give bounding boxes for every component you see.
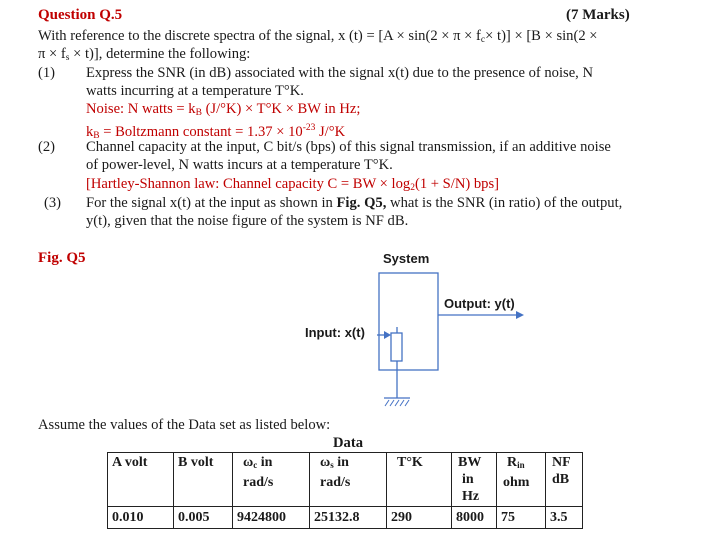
ground-hatch-1 [385,400,389,406]
marks-label: (7 Marks) [566,7,630,23]
item-1-number: (1) [38,65,56,81]
value-noise-figure: 3.5 [546,507,583,529]
header-omega-c: $\omega_c$ in rad/s [233,453,310,507]
data-table [107,452,583,529]
question-title: Question Q.5 [38,7,123,23]
ground-hatch-2 [390,400,394,406]
item-2-line-2: of power-level, N watts incurs at a temperature T°K. [86,157,393,173]
ground-hatch-5 [405,400,409,406]
item-2-number: (2) [38,139,56,155]
item-1-line-2: watts incurring at a temperature T°K. [86,83,304,99]
item-1-boltzmann-constant: $k_B$ = Boltzmann constant = $1.37 \times 10^{-23}$ J/°K [86,123,346,141]
item-2-line-1: Channel capacity at the input, C bit/s (bps) of this signal transmission, if an additive noise [86,139,611,155]
header-noise-figure: NF dB [546,453,583,507]
intro-line-1: With reference to the discrete spectra of the signal, x $(t) = [A \times \sin(2 \times \pi \times f_c\times t)] \times [B \times \sin(2$ × [38,28,598,45]
table-caption: Data [333,435,363,451]
resistor-rin [391,333,402,361]
header-temperature: T°K [387,453,452,507]
value-omega-s: 25132.8 [310,507,387,529]
ground-hatch-3 [395,400,399,406]
output-label: Output: y(t) [444,296,515,311]
input-label: Input: x(t) [305,325,365,340]
assume-text: Assume the values of the Data set as listed below: [38,417,331,433]
table-header-row [108,453,583,507]
value-omega-c: 9424800 [233,507,310,529]
system-label: System [383,251,430,266]
ground-hatch-4 [400,400,404,406]
item-3-number: (3) [44,195,62,211]
item-1-line-1: Express the SNR (in dB) associated with the signal x(t) due to the presence of noise, N [86,65,594,81]
item-1-noise-formula: Noise: N watts = $k_B$ (J/°K) × T°K × BW in Hz; [86,101,361,118]
table-row [108,507,583,529]
system-box [379,273,438,370]
value-bandwidth: 8000 [452,507,497,529]
header-omega-s: $\omega_s$ in rad/s [310,453,387,507]
header-a-volt: A volt [108,453,174,507]
item-3-line-2: y(t), given that the noise figure of the system is NF dB. [86,213,409,229]
value-rin: 75 [497,507,546,529]
header-rin: $R_{in}$ ohm [497,453,546,507]
value-temperature: 290 [387,507,452,529]
output-arrow-head [516,311,524,319]
item-3-line-1: For the signal x(t) at the input as shown in Fig. Q5, what is the SNR (in ratio) of the output, [86,195,623,211]
header-bandwidth: BW in Hz [452,453,497,507]
value-a-volt: 0.010 [108,507,174,529]
intro-line-2: $\pi \times f_s \times t$)], determine the following: [38,46,251,63]
value-b-volt: 0.005 [174,507,233,529]
item-2-shannon-law: [Hartley-Shannon law: Channel capacity C = BW × $\log_2(1 + S/N)$ bps] [86,176,500,193]
figure-label: Fig. Q5 [38,250,86,266]
header-b-volt: B volt [174,453,233,507]
